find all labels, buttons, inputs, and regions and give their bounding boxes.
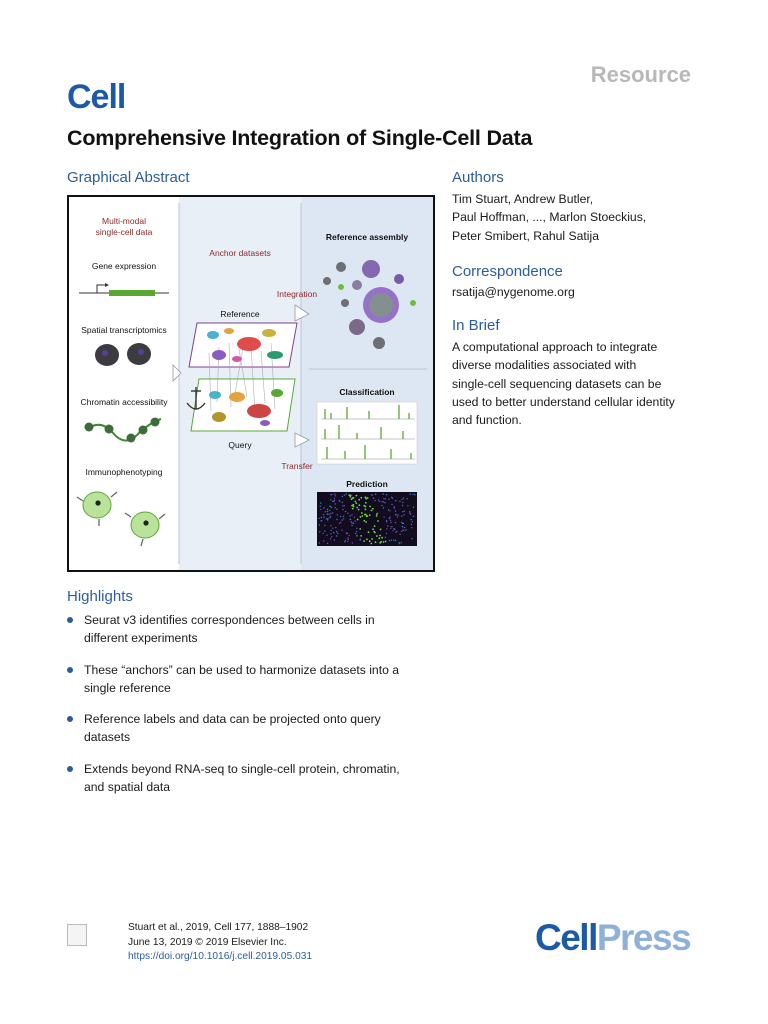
prediction-dot (371, 538, 373, 540)
prediction-dot (327, 519, 328, 520)
bullet-icon (67, 716, 73, 722)
prediction-dot (395, 532, 396, 533)
prediction-dot (337, 514, 338, 515)
prediction-dot (320, 506, 321, 507)
reference-assembly-label: Reference assembly (325, 232, 409, 242)
prediction-dot (383, 516, 384, 517)
prediction-dot (395, 510, 396, 511)
prediction-dot (395, 522, 396, 523)
prediction-dot (386, 520, 387, 521)
prediction-dot (320, 509, 321, 510)
prediction-dot (348, 539, 349, 540)
prediction-dot (392, 498, 393, 499)
prediction-dot (381, 537, 383, 539)
prediction-dot (365, 496, 367, 498)
authors-line: Peter Smibert, Rahul Satija (452, 228, 599, 243)
prediction-dot (346, 493, 347, 494)
prediction-dot (365, 506, 367, 508)
prediction-dot (322, 533, 323, 534)
prediction-dot (356, 531, 357, 532)
prediction-dot (353, 506, 355, 508)
prediction-dot (399, 501, 400, 502)
prediction-dot (402, 505, 403, 506)
prediction-dot (410, 514, 411, 515)
prediction-dot (366, 515, 368, 517)
bullet-icon (67, 667, 73, 673)
prediction-dot (343, 518, 344, 519)
prediction-dot (379, 542, 381, 544)
prediction-dot (318, 518, 319, 519)
highlight-item (67, 760, 439, 797)
prediction-dot (379, 535, 381, 537)
graphical-abstract-heading: Graphical Abstract (67, 169, 190, 186)
prediction-dot (413, 516, 414, 517)
prediction-dot (402, 530, 403, 531)
prediction-dot (340, 516, 341, 517)
in-brief-heading: In Brief (452, 317, 500, 334)
prediction-dot (401, 515, 402, 516)
in-brief-text (452, 338, 675, 429)
prediction-dot (342, 509, 343, 510)
prediction-dot (397, 514, 398, 515)
prediction-dot (335, 527, 336, 528)
prediction-dot (345, 511, 346, 512)
prediction-dot (403, 497, 404, 498)
prediction-dot (411, 524, 412, 525)
prediction-dot (321, 517, 322, 518)
prediction-dot (334, 507, 335, 508)
prediction-dot (328, 514, 329, 515)
prediction-dot (342, 505, 343, 506)
prediction-dot (347, 537, 348, 538)
prediction-dot (330, 538, 331, 539)
prediction-dot (334, 539, 335, 540)
prediction-dot (319, 531, 320, 532)
prediction-dot (327, 543, 328, 544)
prediction-dot (395, 514, 396, 515)
prediction-dot (405, 529, 406, 530)
graphical-abstract-figure (67, 195, 435, 572)
prediction-dot (411, 538, 412, 539)
prediction-dot (388, 499, 389, 500)
in-brief-line: single-cell sequencing datasets can be (452, 376, 662, 391)
correspondence-heading: Correspondence (452, 263, 563, 280)
prediction-dot (341, 529, 342, 530)
spatial-label: Spatial transcriptomics (81, 325, 167, 335)
prediction-dot (319, 524, 320, 525)
prediction-dot (344, 505, 345, 506)
prediction-dot (372, 508, 374, 510)
prediction-dot (363, 520, 365, 522)
prediction-dot (360, 516, 362, 518)
prediction-dot (369, 506, 371, 508)
prediction-dot (383, 493, 384, 494)
chromatin-label: Chromatin accessibility (80, 397, 168, 407)
prediction-dot (336, 531, 337, 532)
prediction-dot (356, 507, 358, 509)
prediction-dot (353, 497, 355, 499)
prediction-dot (336, 535, 337, 536)
prediction-dot (349, 496, 351, 498)
prediction-dot (375, 541, 377, 543)
prediction-dot (344, 541, 345, 542)
prediction-dot (332, 527, 333, 528)
prediction-dot (351, 498, 353, 500)
prediction-dot (369, 514, 371, 516)
prediction-dot (333, 500, 334, 501)
prediction-dot (401, 542, 402, 543)
prediction-dot (384, 502, 385, 503)
prediction-dot (385, 537, 386, 538)
prediction-dot (326, 518, 327, 519)
prediction-dot (374, 525, 376, 527)
prediction-dot (376, 535, 378, 537)
prediction-dot (355, 520, 356, 521)
prediction-dot (391, 540, 392, 541)
prediction-dot (372, 528, 374, 530)
prediction-dot (409, 511, 410, 512)
prediction-dot (345, 540, 346, 541)
integration-label: Integration (276, 289, 318, 299)
highlight-line: Seurat v3 identifies correspondences between cells in (84, 613, 375, 627)
prediction-dot (373, 531, 375, 533)
gene-expression-label: Gene expression (91, 261, 157, 271)
authors-list (452, 190, 646, 245)
highlights-heading: Highlights (67, 588, 133, 605)
highlight-line: datasets (84, 730, 131, 745)
prediction-dot (412, 494, 413, 495)
prediction-dot (335, 495, 336, 496)
prediction-dot (347, 541, 348, 542)
bullet-icon (67, 766, 73, 772)
prediction-dot (360, 539, 361, 540)
prediction-dot (330, 533, 331, 534)
prediction-dot (361, 512, 363, 514)
highlight-line: These “anchors” can be used to harmonize datasets into a (84, 662, 400, 677)
prediction-dot (365, 514, 367, 516)
highlight-line: different experiments (84, 631, 198, 646)
prediction-dot (377, 513, 378, 514)
prediction-dot (402, 502, 403, 503)
prediction-dot (373, 498, 374, 499)
prediction-dot (387, 525, 388, 526)
prediction-dot (377, 520, 379, 522)
prediction-dot (365, 521, 367, 523)
prediction-dot (385, 498, 386, 499)
prediction-dot (330, 506, 331, 507)
prediction-dot (360, 535, 362, 537)
prediction-dot (351, 522, 352, 523)
prediction-dot (390, 528, 391, 529)
prediction-dot (327, 511, 328, 512)
prediction-dot (368, 531, 370, 533)
prediction-dot (365, 502, 367, 504)
citation-text: Stuart et al., 2019, Cell 177, 1888–1902 (128, 922, 309, 933)
correspondence-email[interactable]: rsatija@nygenome.org (452, 285, 575, 299)
prediction-dot (356, 535, 357, 536)
prediction-dot (413, 507, 414, 508)
prediction-dot (337, 533, 338, 534)
prediction-dot (388, 509, 389, 510)
prediction-dot (333, 532, 334, 533)
prediction-dot (407, 498, 408, 499)
prediction-dot (350, 515, 351, 516)
prediction-dot (327, 509, 328, 510)
prediction-dot (356, 495, 358, 497)
prediction-dot (354, 517, 355, 518)
prediction-dot (389, 540, 390, 541)
prediction-dot (404, 527, 405, 528)
prediction-dot (321, 520, 322, 521)
prediction-dot (327, 518, 328, 519)
prediction-dot (332, 512, 333, 513)
highlight-line: and spatial data (84, 780, 171, 795)
prediction-dot (401, 531, 402, 532)
prediction-dot (331, 536, 332, 537)
anchor-datasets-label: Anchor datasets (209, 248, 271, 258)
prediction-dot (365, 509, 367, 511)
prediction-dot (351, 521, 352, 522)
in-brief-line: and function. (452, 413, 522, 428)
prediction-dot (324, 525, 325, 526)
authors-line: Tim Stuart, Andrew Butler, (452, 192, 594, 206)
prediction-dot (342, 502, 343, 503)
prediction-dot (404, 511, 405, 512)
citation-block (128, 921, 312, 965)
prediction-dot (398, 542, 399, 543)
doi-link[interactable]: https://doi.org/10.1016/j.cell.2019.05.031 (128, 951, 313, 962)
prediction-dot (330, 494, 331, 495)
transfer-label: Transfer (281, 461, 313, 471)
prediction-dot (386, 494, 387, 495)
prediction-dot (357, 519, 359, 521)
prediction-dot (353, 523, 354, 524)
prediction-dot (330, 525, 331, 526)
prediction-dot (383, 501, 384, 502)
prediction-dot (323, 514, 324, 515)
highlights-list (67, 611, 439, 809)
prediction-dot (375, 494, 376, 495)
highlight-line: Reference labels and data can be projected onto query (84, 712, 381, 727)
prediction-dot (342, 496, 343, 497)
prediction-dot (343, 516, 344, 517)
prediction-dot (354, 501, 356, 503)
prediction-dot (336, 509, 337, 510)
prediction-dot (319, 542, 320, 543)
prediction-dot (410, 493, 411, 494)
prediction-dot (402, 511, 403, 512)
prediction-dot (339, 523, 340, 524)
prediction-dot (390, 520, 391, 521)
prediction-label: Prediction (346, 479, 388, 489)
prediction-dot (348, 494, 350, 496)
prediction-dot (383, 498, 384, 499)
prediction-dot (394, 507, 395, 508)
in-brief-line: used to better understand cellular identity (452, 394, 675, 409)
prediction-dot (355, 502, 357, 504)
prediction-dot (410, 519, 411, 520)
prediction-dot (342, 519, 343, 520)
prediction-dot (330, 513, 331, 514)
prediction-dot (344, 495, 345, 496)
prediction-dot (397, 516, 398, 517)
in-brief-line: A computational approach to integrate (452, 340, 658, 354)
bullet-icon (67, 617, 73, 623)
prediction-dot (329, 517, 330, 518)
prediction-dot (330, 516, 331, 517)
prediction-dot (390, 522, 391, 523)
prediction-dot (320, 502, 321, 503)
immuno-label: Immunophenotyping (85, 467, 163, 477)
prediction-dot (371, 510, 373, 512)
prediction-dot (380, 529, 382, 531)
cellpress-cell: Cell (535, 917, 597, 958)
prediction-dot (389, 517, 390, 518)
check-for-updates-icon[interactable] (67, 924, 87, 946)
prediction-dot (335, 503, 336, 504)
prediction-dot (349, 535, 350, 536)
prediction-dot (350, 519, 351, 520)
cellpress-logo (535, 917, 690, 959)
in-brief-line: diverse modalities associated with (452, 358, 637, 373)
prediction-dot (392, 530, 393, 531)
prediction-dot (323, 540, 324, 541)
prediction-dot (411, 527, 412, 528)
prediction-dot (414, 494, 415, 495)
prediction-dot (369, 540, 371, 542)
prediction-dot (376, 515, 378, 517)
prediction-dot (336, 519, 337, 520)
prediction-dot (355, 533, 356, 534)
prediction-dot (399, 534, 400, 535)
prediction-map (317, 492, 417, 546)
prediction-dot (393, 506, 394, 507)
prediction-dot (352, 542, 353, 543)
prediction-dot (351, 505, 353, 507)
prediction-dot (395, 540, 396, 541)
highlight-item (67, 611, 439, 648)
prediction-dot (407, 505, 408, 506)
prediction-dot (356, 528, 357, 529)
highlight-item (67, 710, 439, 747)
modalities-label-1: Multi-modal (102, 216, 146, 226)
prediction-dot (351, 525, 352, 526)
prediction-dot (340, 522, 341, 523)
prediction-dot (412, 521, 413, 522)
prediction-dot (359, 528, 361, 530)
modalities-label-2: single-cell data (95, 227, 153, 237)
prediction-dot (391, 504, 392, 505)
prediction-dot (393, 540, 394, 541)
prediction-dot (386, 533, 387, 534)
prediction-dot (395, 500, 396, 501)
prediction-dot (401, 522, 402, 523)
prediction-dot (352, 508, 354, 510)
highlight-item (67, 661, 439, 698)
prediction-dot (327, 514, 328, 515)
prediction-dot (351, 514, 352, 515)
prediction-dot (332, 501, 333, 502)
prediction-dot (378, 499, 379, 500)
prediction-dot (324, 530, 325, 531)
highlight-line: Extends beyond RNA-seq to single-cell protein, chromatin, (84, 761, 400, 776)
prediction-dot (330, 499, 331, 500)
prediction-dot (358, 499, 360, 501)
prediction-dot (366, 538, 368, 540)
classification-label: Classification (339, 387, 395, 397)
prediction-dot (339, 501, 340, 502)
prediction-dot (391, 526, 392, 527)
prediction-dot (382, 501, 383, 502)
prediction-dot (379, 501, 380, 502)
prediction-dot (386, 528, 387, 529)
citation-date: June 13, 2019 © 2019 Elsevier Inc. (128, 936, 287, 948)
prediction-dot (403, 514, 404, 515)
prediction-dot (325, 511, 326, 512)
prediction-dot (331, 507, 332, 508)
prediction-dot (347, 533, 348, 534)
journal-logo: Cell (67, 78, 126, 116)
authors-line: Paul Hoffman, ..., Marlon Stoeckius, (452, 210, 647, 225)
prediction-dot (393, 528, 394, 529)
prediction-dot (385, 541, 387, 543)
cellpress-press: Press (596, 917, 691, 958)
prediction-dot (329, 510, 330, 511)
prediction-dot (381, 505, 382, 506)
prediction-dot (323, 516, 324, 517)
prediction-dot (326, 535, 327, 536)
prediction-dot (363, 540, 365, 542)
prediction-dot (358, 509, 360, 511)
highlight-line: single reference (84, 680, 171, 695)
prediction-dot (375, 500, 376, 501)
prediction-dot (334, 493, 335, 494)
query-label: Query (228, 440, 252, 450)
prediction-dot (370, 543, 372, 545)
prediction-dot (383, 507, 384, 508)
prediction-dot (402, 526, 403, 527)
article-title: Comprehensive Integration of Single-Cell Data (67, 126, 533, 150)
prediction-dot (323, 507, 324, 508)
reference-label: Reference (220, 309, 260, 319)
prediction-dot (361, 515, 363, 517)
prediction-dot (358, 504, 360, 506)
authors-heading: Authors (452, 169, 504, 186)
prediction-dot (389, 518, 390, 519)
prediction-dot (378, 537, 380, 539)
prediction-dot (360, 497, 362, 499)
prediction-dot (383, 541, 385, 543)
prediction-dot (371, 494, 372, 495)
article-type-label: Resource (590, 62, 691, 87)
prediction-dot (389, 510, 390, 511)
prediction-dot (331, 530, 332, 531)
prediction-dot (347, 513, 348, 514)
prediction-dot (401, 499, 402, 500)
prediction-dot (334, 498, 335, 499)
